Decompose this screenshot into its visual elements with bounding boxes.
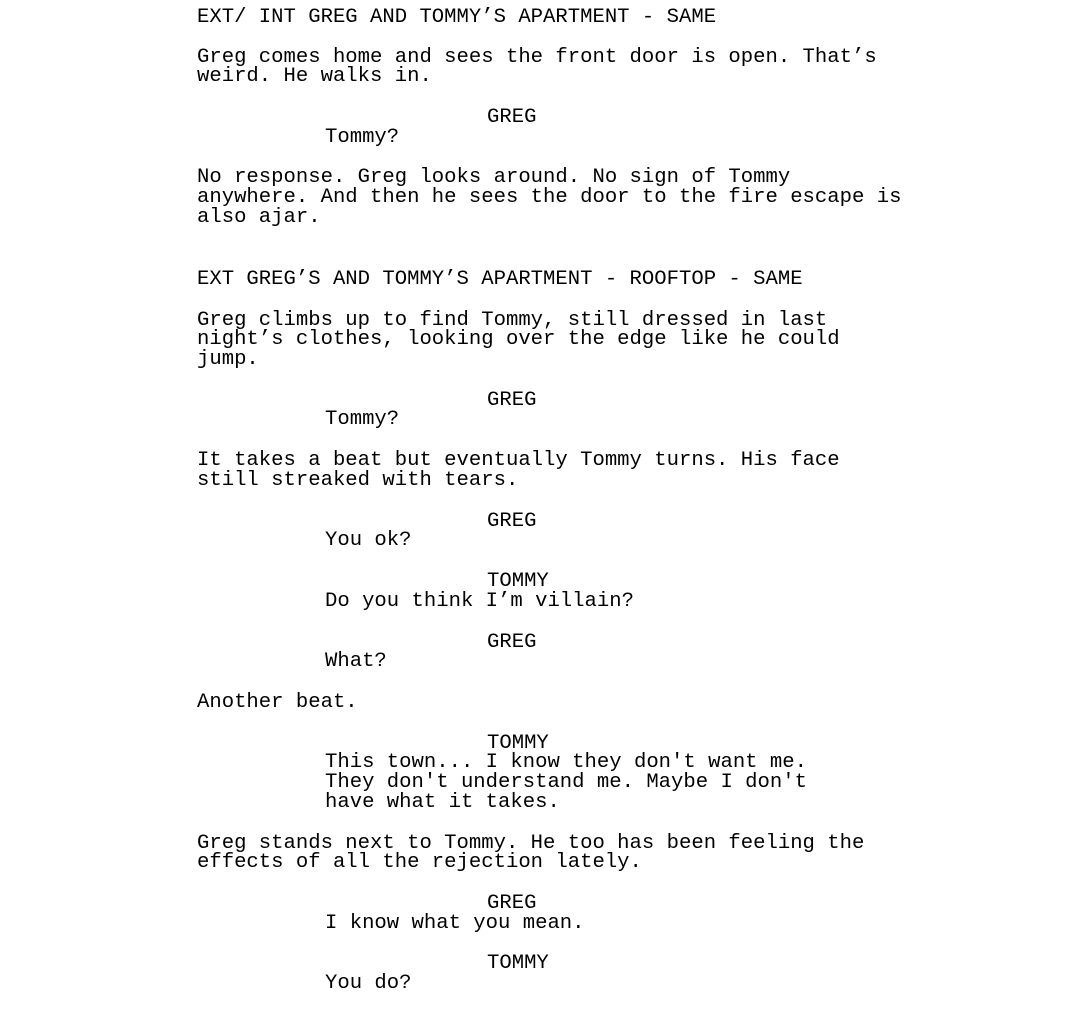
character-cue: TOMMY <box>487 732 549 755</box>
character-cue: GREG <box>487 631 537 654</box>
action-line: Greg stands next to Tommy. He too has been feeling the <box>197 832 865 855</box>
dialogue-line: What? <box>325 650 387 673</box>
character-cue: TOMMY <box>487 952 549 975</box>
dialogue-line: have what it takes. <box>325 791 560 814</box>
dialogue-line: Do you think I’m villain? <box>325 590 634 613</box>
action-line: Greg climbs up to find Tommy, still dressed in last <box>197 309 828 332</box>
action-line: Another beat. <box>197 691 358 714</box>
action-line: jump. <box>197 348 259 371</box>
scene-heading: EXT GREG’S AND TOMMY’S APARTMENT - ROOFTOP - SAME <box>197 268 803 291</box>
action-line: anywhere. And then he sees the door to the fire escape is <box>197 186 902 209</box>
scene-heading: EXT/ INT GREG AND TOMMY’S APARTMENT - SAME <box>197 6 717 29</box>
action-line: weird. He walks in. <box>197 65 432 88</box>
dialogue-line: This town... I know they don't want me. <box>325 751 807 774</box>
dialogue-line: Tommy? <box>325 126 400 149</box>
dialogue-line: They don't understand me. Maybe I don't <box>325 771 807 794</box>
action-line: It takes a beat but eventually Tommy turns. His face <box>197 449 840 472</box>
character-cue: GREG <box>487 892 537 915</box>
dialogue-line: Tommy? <box>325 408 400 431</box>
character-cue: GREG <box>487 106 537 129</box>
action-line: No response. Greg looks around. No sign of Tommy <box>197 166 791 189</box>
dialogue-line: I know what you mean. <box>325 912 585 935</box>
dialogue-line: You ok? <box>325 529 412 552</box>
character-cue: GREG <box>487 510 537 533</box>
character-cue: GREG <box>487 389 537 412</box>
action-line: effects of all the rejection lately. <box>197 851 642 874</box>
dialogue-line: You do? <box>325 972 412 995</box>
character-cue: TOMMY <box>487 570 549 593</box>
action-line: Greg comes home and sees the front door is open. That’s <box>197 46 877 69</box>
action-line: still streaked with tears. <box>197 469 519 492</box>
action-line: night’s clothes, looking over the edge like he could <box>197 328 840 351</box>
action-line: also ajar. <box>197 206 321 229</box>
